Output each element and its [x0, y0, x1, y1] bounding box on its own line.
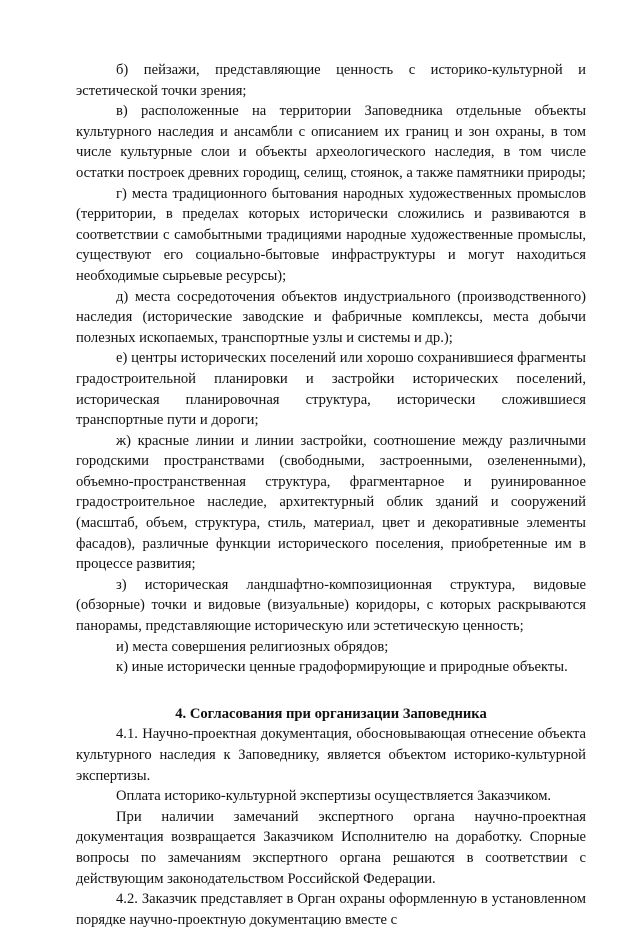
list-item-zh: ж) красные линии и линии застройки, соотношение между различными городскими пространствами (свободными, застроенными, озелененными), объемно-пространственная структура, фрагментарное и руинированное градостроительное наследие, архитектурный облик зданий и сооружений (масштаб, объем, структура, стиль, материал, цвет и декоративные элементы фасадов), различные функции исторического поселения, приобретенные им в процессе развития; — [76, 432, 586, 573]
list-item-e: е) центры исторических поселений или хорошо сохранившиеся фрагменты градостроительной планировки и застройки исторических поселений, историческая планировочная структура, исторически сложившиеся транспортные пути и дороги; — [76, 350, 586, 429]
list-item-g: г) места традиционного бытования народных художественных промыслов (территории, в пределах которых исторически сложились и развиваются в соответствии с самобытными традициями народные художественные промыслы, существуют его социально-бытовые инфраструктуры и могут находиться необходимые сырьевые ресурсы); — [76, 185, 586, 284]
paragraph-remarks: При наличии замечаний экспертного органа научно-проектная документация возвращается Заказчиком Исполнителю на доработку. Спорные вопросы по замечаниям экспертного органа решаются в соответствии с действующим законодательством Российской Федерации. — [76, 808, 586, 887]
section-heading: 4. Согласования при организации Заповедника — [175, 705, 487, 722]
list-item-d: д) места сосредоточения объектов индустриального (производственного) наследия (исторические заводские и фабричные комплексы, места добычи полезных ископаемых, транспортные узлы и системы и др.); — [76, 288, 586, 346]
list-item-k: к) иные исторически ценные градоформирующие и природные объекты. — [116, 659, 568, 676]
paragraph-4-2: 4.2. Заказчик представляет в Орган охраны оформленную в установленном порядке научно-проектную документацию вместе с — [76, 891, 586, 928]
list-item-v: в) расположенные на территории Заповедника отдельные объекты культурного наследия и ансамбли с описанием их границ и зон охраны, в том числе культурные слои и объекты археологического наследия, в том числе остатки построек древних городищ, селищ, стоянок, а также памятники природы; — [76, 103, 586, 181]
list-item-b: б) пейзажи, представляющие ценность с историко-культурной и эстетической точки зрения; — [76, 62, 586, 99]
document-page — [76, 60, 586, 930]
paragraph-payment: Оплата историко-культурной экспертизы осуществляется Заказчиком. — [116, 788, 552, 805]
list-item-z: з) историческая ландшафтно-композиционная структура, видовые (обзорные) точки и видовые (визуальные) коридоры, с которых раскрываются панорамы, представляющие историческую или эстетическую ценность; — [76, 576, 586, 635]
list-item-i: и) места совершения религиозных обрядов; — [116, 638, 389, 655]
paragraph-4-1: 4.1. Научно-проектная документация, обосновывающая отнесение объекта культурного наследия к Заповеднику, является объектом историко-культурной экспертизы. — [76, 726, 586, 784]
